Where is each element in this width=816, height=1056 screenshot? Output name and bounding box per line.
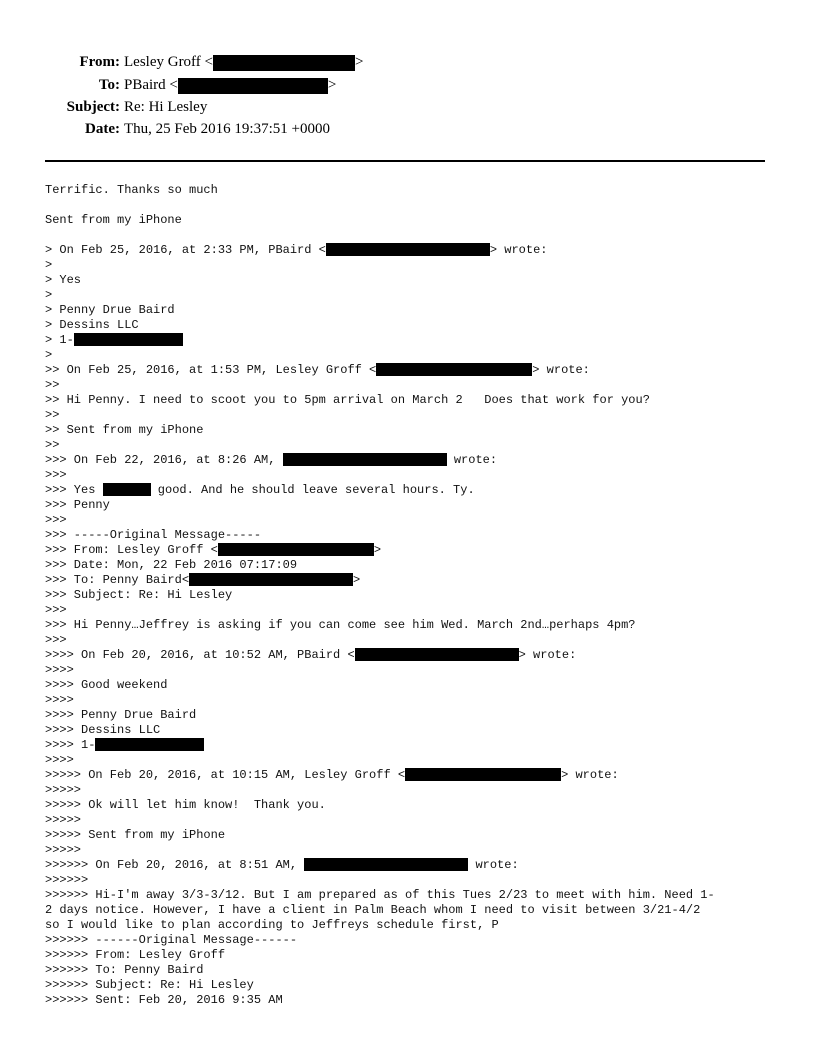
date-row xyxy=(0,120,330,138)
body-line: >>>>>> ------Original Message------ xyxy=(45,933,298,947)
quote-text: > On Feb 25, 2016, at 2:33 PM, PBaird < xyxy=(45,243,326,257)
quote-text: > 1- xyxy=(45,333,74,347)
body-line: > xyxy=(45,348,53,362)
quote-text: >>> To: Penny Baird< xyxy=(45,573,190,587)
body-line: >>>> Good weekend xyxy=(45,678,168,692)
body-line: 2 days notice. However, I have a client in Palm Beach whom I need to visit between 3/21-4/2 xyxy=(45,903,701,917)
quote-text: > wrote: xyxy=(518,648,577,662)
body-line: >>> xyxy=(45,633,67,647)
body-line: >>> -----Original Message----- xyxy=(45,528,262,542)
redaction-box xyxy=(189,573,353,586)
blank-line xyxy=(45,198,785,213)
quote-text: >>> Yes xyxy=(45,483,103,497)
to-close: > xyxy=(327,77,337,93)
quote-text: > xyxy=(353,573,361,587)
quote-header-line xyxy=(45,363,785,378)
body-line: >>>> xyxy=(45,753,74,767)
body-line: >> xyxy=(45,408,60,422)
body-line: >>>>>> From: Lesley Groff xyxy=(45,948,226,962)
body-line xyxy=(45,543,785,558)
body-line: >>>>>> Subject: Re: Hi Lesley xyxy=(45,978,254,992)
quote-text: >>>> 1- xyxy=(45,738,96,752)
redaction-box xyxy=(178,78,328,94)
body-line: >>>>>> To: Penny Baird xyxy=(45,963,204,977)
body-line: > Dessins LLC xyxy=(45,318,139,332)
body-line: >>>> xyxy=(45,663,74,677)
redaction-box xyxy=(103,483,151,496)
date-value: Thu, 25 Feb 2016 19:37:51 +0000 xyxy=(124,121,330,137)
subject-value: Re: Hi Lesley xyxy=(124,99,208,115)
subject-label: Subject: xyxy=(66,99,120,115)
redaction-box xyxy=(74,333,183,346)
to-value: PBaird < xyxy=(124,77,178,93)
quote-text: >>> On Feb 22, 2016, at 8:26 AM, xyxy=(45,453,283,467)
from-value: Lesley Groff < xyxy=(124,54,213,70)
body-line: >> xyxy=(45,438,60,452)
from-close: > xyxy=(355,54,364,70)
body-line: >> Hi Penny. I need to scoot you to 5pm arrival on March 2 Does that work for you? xyxy=(45,393,650,407)
quote-text: good. And he should leave several hours. Ty. xyxy=(150,483,475,497)
body-line: >>>> Penny Drue Baird xyxy=(45,708,197,722)
to-label: To: xyxy=(98,77,120,93)
quote-header-line xyxy=(45,243,785,258)
body-line: > xyxy=(45,258,53,272)
body-line: >>> Hi Penny…Jeffrey is asking if you can come see him Wed. March 2nd…perhaps 4pm? xyxy=(45,618,636,632)
body-line: >>> xyxy=(45,513,67,527)
redaction-box xyxy=(95,738,204,751)
phone-line xyxy=(45,738,785,753)
body-line: so I would like to plan according to Jeffreys schedule first, P xyxy=(45,918,499,932)
body-line: >>>>> xyxy=(45,813,82,827)
quote-text: > xyxy=(373,543,382,557)
quote-text: > wrote: xyxy=(532,363,590,377)
to-row xyxy=(0,76,336,94)
body-line: >>>>> xyxy=(45,783,82,797)
from-label: From: xyxy=(79,54,120,70)
quote-text: >>> From: Lesley Groff < xyxy=(45,543,218,557)
redaction-box xyxy=(304,858,468,871)
header-divider xyxy=(45,160,765,162)
body-line: >>>>>> Hi-I'm away 3/3-3/12. But I am prepared as of this Tues 2/23 to meet with him. Need 1- xyxy=(45,888,715,902)
redaction-box xyxy=(326,243,490,256)
body-line: >>>>> Ok will let him know! Thank you. xyxy=(45,798,326,812)
body-line: >> xyxy=(45,378,60,392)
body-line: >>> xyxy=(45,468,67,482)
body-line: >>>> Dessins LLC xyxy=(45,723,161,737)
body-line: >>> Penny xyxy=(45,498,110,512)
quote-header-line xyxy=(45,858,785,873)
body-line: >>> Date: Mon, 22 Feb 2016 07:17:09 xyxy=(45,558,298,572)
quote-text: wrote: xyxy=(468,858,519,872)
body-line xyxy=(45,573,785,588)
body-line: >>>>>> Sent: Feb 20, 2016 9:35 AM xyxy=(45,993,283,1007)
body-line: >>>>>> xyxy=(45,873,89,887)
body-line: Sent from my iPhone xyxy=(45,213,182,227)
quote-text: > wrote: xyxy=(489,243,548,257)
redaction-box xyxy=(213,55,355,71)
body-line xyxy=(45,483,785,498)
from-row xyxy=(0,53,363,71)
quote-text: >> On Feb 25, 2016, at 1:53 PM, Lesley Groff < xyxy=(45,363,377,377)
redaction-box xyxy=(376,363,532,376)
quote-text: >>>>> On Feb 20, 2016, at 10:15 AM, Lesley Groff < xyxy=(45,768,406,782)
quote-header-line xyxy=(45,768,785,783)
quote-text: >>>> On Feb 20, 2016, at 10:52 AM, PBaird < xyxy=(45,648,355,662)
email-body xyxy=(45,183,785,1008)
quote-header-line xyxy=(45,453,785,468)
quote-text: >>>>>> On Feb 20, 2016, at 8:51 AM, xyxy=(45,858,305,872)
body-line: > xyxy=(45,288,53,302)
quote-text: wrote: xyxy=(446,453,498,467)
body-line: >>> xyxy=(45,603,67,617)
subject-row xyxy=(0,98,207,116)
quote-text: > wrote: xyxy=(561,768,619,782)
body-line: > Yes xyxy=(45,273,82,287)
phone-line xyxy=(45,333,785,348)
body-line: >> Sent from my iPhone xyxy=(45,423,204,437)
quote-header-line xyxy=(45,648,785,663)
body-line: >>>>> xyxy=(45,843,82,857)
body-line: >>> Subject: Re: Hi Lesley xyxy=(45,588,233,602)
redaction-box xyxy=(218,543,374,556)
body-line: >>>>> Sent from my iPhone xyxy=(45,828,226,842)
body-line: >>>> xyxy=(45,693,74,707)
body-line: Terrific. Thanks so much xyxy=(45,183,218,197)
date-label: Date: xyxy=(85,121,120,137)
blank-line xyxy=(45,228,785,243)
redaction-box xyxy=(405,768,561,781)
redaction-box xyxy=(283,453,447,466)
redaction-box xyxy=(355,648,519,661)
body-line: > Penny Drue Baird xyxy=(45,303,175,317)
